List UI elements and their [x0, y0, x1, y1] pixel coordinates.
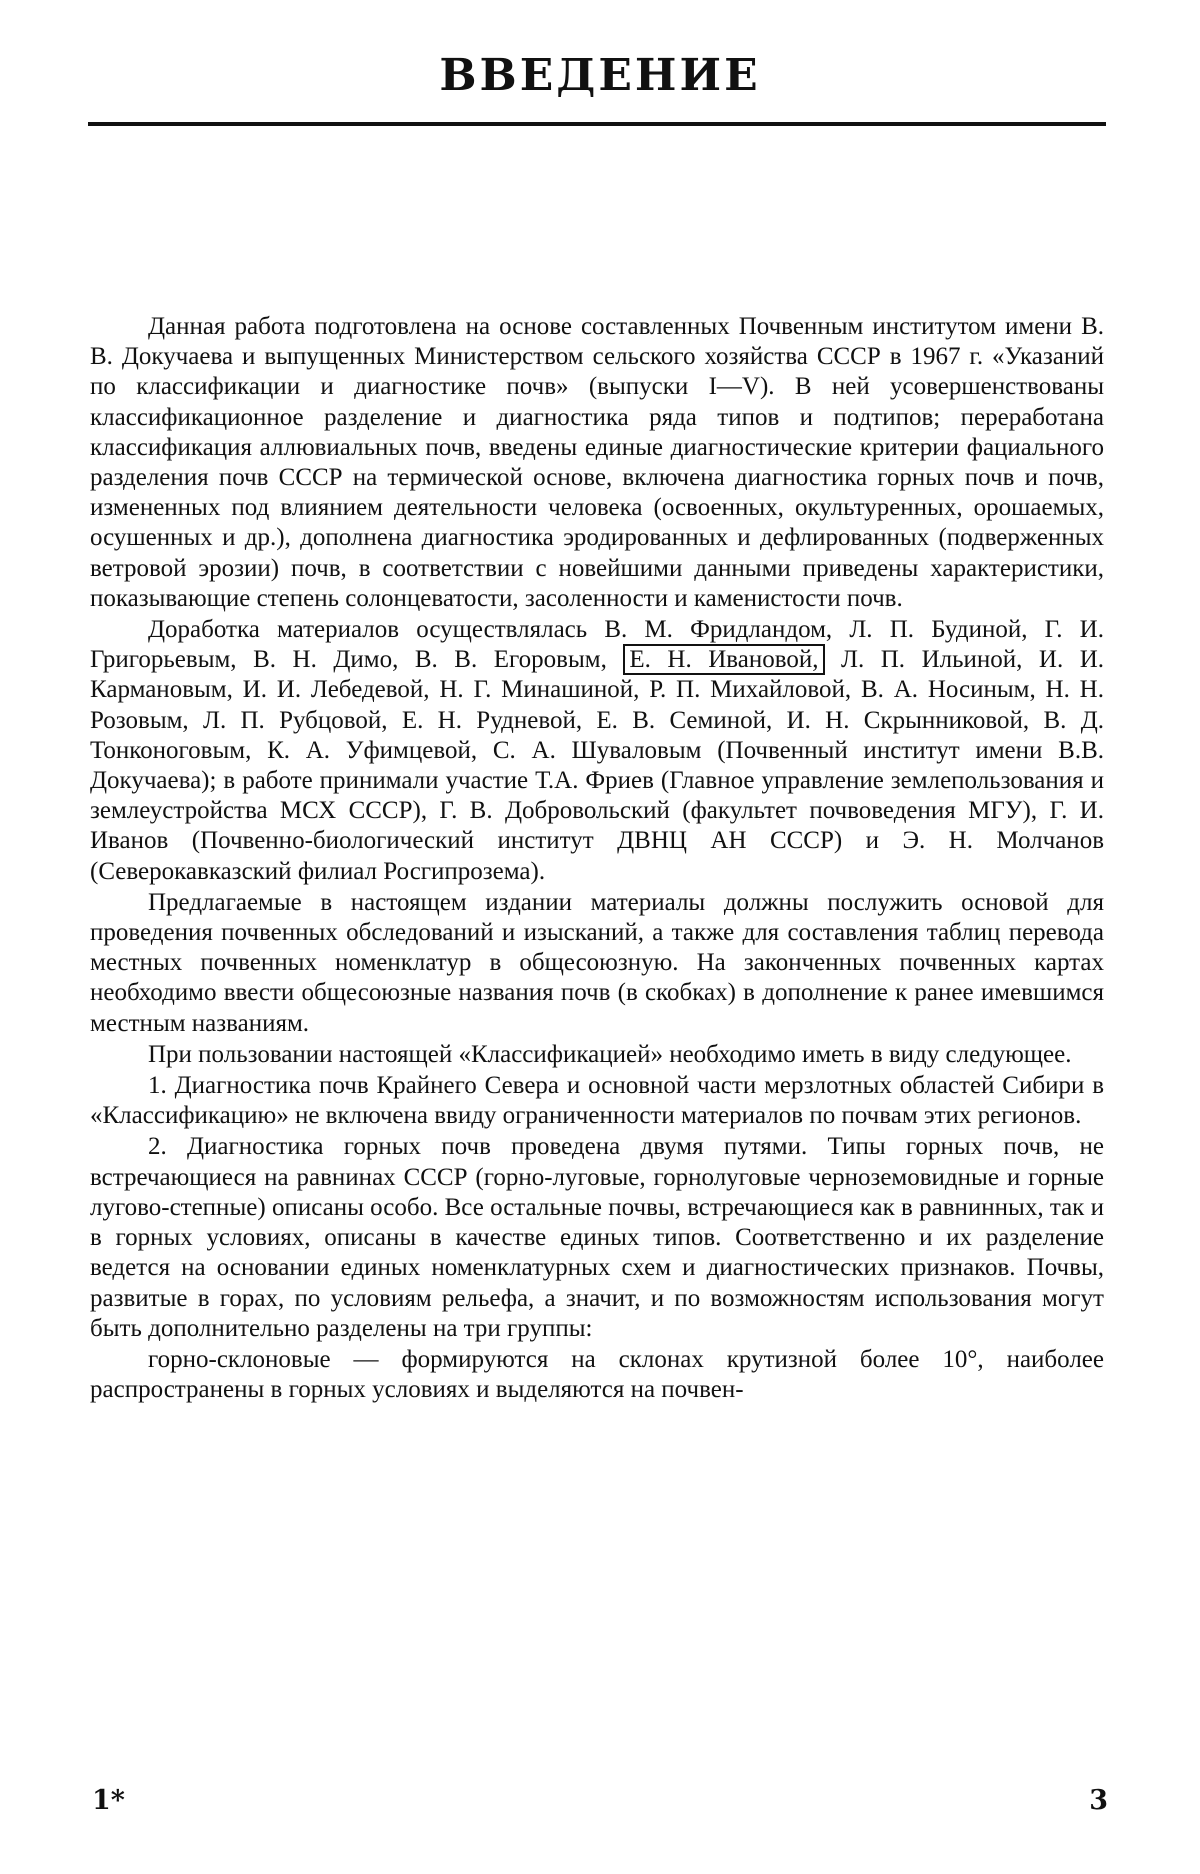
paragraph-2: [90, 615, 1104, 887]
title-rule: [88, 122, 1106, 126]
page-title: ВВЕДЕНИЕ: [439, 50, 761, 101]
paragraph-5: 1. Диагностика почв Крайнего Севера и основной части мерзлотных областей Сибири в «Классификацию» не включена ввиду ограниченности материалов по почвам этих регионов.: [90, 1072, 1104, 1130]
body-text: [90, 312, 1104, 1406]
page-number: 3: [1089, 1785, 1108, 1816]
boxed-name: Е. Н. Ивановой,: [623, 644, 824, 675]
paragraph-6: 2. Диагностика горных почв проведена двумя путями. Типы горных почв, не встречающиеся на равнинах СССР (горно-луговые, горнолуговые черноземовидные и горные лугово-степные) описаны особо. Все остальные почвы, встречающиеся как в равнинных, так и в горных условиях, описаны в качестве единых типов. Соответственно и их разделение ведется на основании единых номенклатурных схем и диагностических признаков. Почвы, развитые в горах, по условиям рельефа, а значит, и по возможностям использования могут быть дополнительно разделены на три группы:: [90, 1133, 1104, 1342]
signature-mark: 1*: [92, 1785, 125, 1816]
paragraph-7: горно-склоновые — формируются на склонах крутизной более 10°, наиболее распространены в горных условиях и выделяются на почвен-: [90, 1345, 1104, 1404]
contributors-intro: Доработка материалов осуществлялась В. М. Фридландом, Л. П. Будиной, Г. И. Григорьевым, В. Н. Димо, В. В. Егоровым,: [90, 616, 1104, 674]
contributors-rest: Л. П. Ильиной, И. И. Кармановым, И. И. Лебедевой, Н. Г. Минашиной, Р. П. Михайловой, В. А. Носиным, Н. Н. Розовым, Л. П. Рубцовой, Е. Н. Рудневой, Е. В. Семиной, И. Н. Скрынниковой, В. Д. Тонконоговым, К. А. Уфимцевой, С. А. Шуваловым (Почвенный институт имени В.В. Докучаева); в работе принимали участие Т.А. Фриев (Главное управление землепользования и землеустройства МСХ СССР), Г. В. Добровольский (факультет почвоведения МГУ), Г. И. Иванов (Почвенно-биологический институт ДВНЦ АН СССР) и Э. Н. Молчанов (Северокавказский филиал Росгипрозема).: [90, 646, 1105, 885]
paragraph-4: При пользовании настоящей «Классификацией» необходимо иметь в виду следующее.: [148, 1040, 1072, 1068]
paragraph-1: Данная работа подготовлена на основе составленных Почвенным институтом имени В. В. Докучаева и выпущенных Министерством сельского хозяйства СССР в 1967 г. «Указаний по классификации и диагностике почв» (выпуски I—V). В ней усовершенствованы классификационное разделение и диагностика ряда типов и подтипов; переработана классификация аллювиальных почв, введены единые диагностические критерии фациального разделения почв СССР на термической основе, включена диагностика горных почв и почв, измененных под влиянием деятельности человека (освоенных, окультуренных, орошаемых, осушенных и др.), дополнена диагностика эродированных и дефлированных (подверженных ветровой эрозии) почв, в соответствии с новейшими данными приведены характеристики, показывающие степень солонцеватости, засоленности и каменистости почв.: [90, 313, 1104, 612]
paragraph-3: Предлагаемые в настоящем издании материалы должны послужить основой для проведения почвенных обследований и изысканий, а также для составления таблиц перевода местных почвенных номенклатур в общесоюзную. На законченных почвенных картах необходимо ввести общесоюзные названия почв (в скобках) в дополнение к ранее имевшимся местным названиям.: [90, 888, 1104, 1037]
